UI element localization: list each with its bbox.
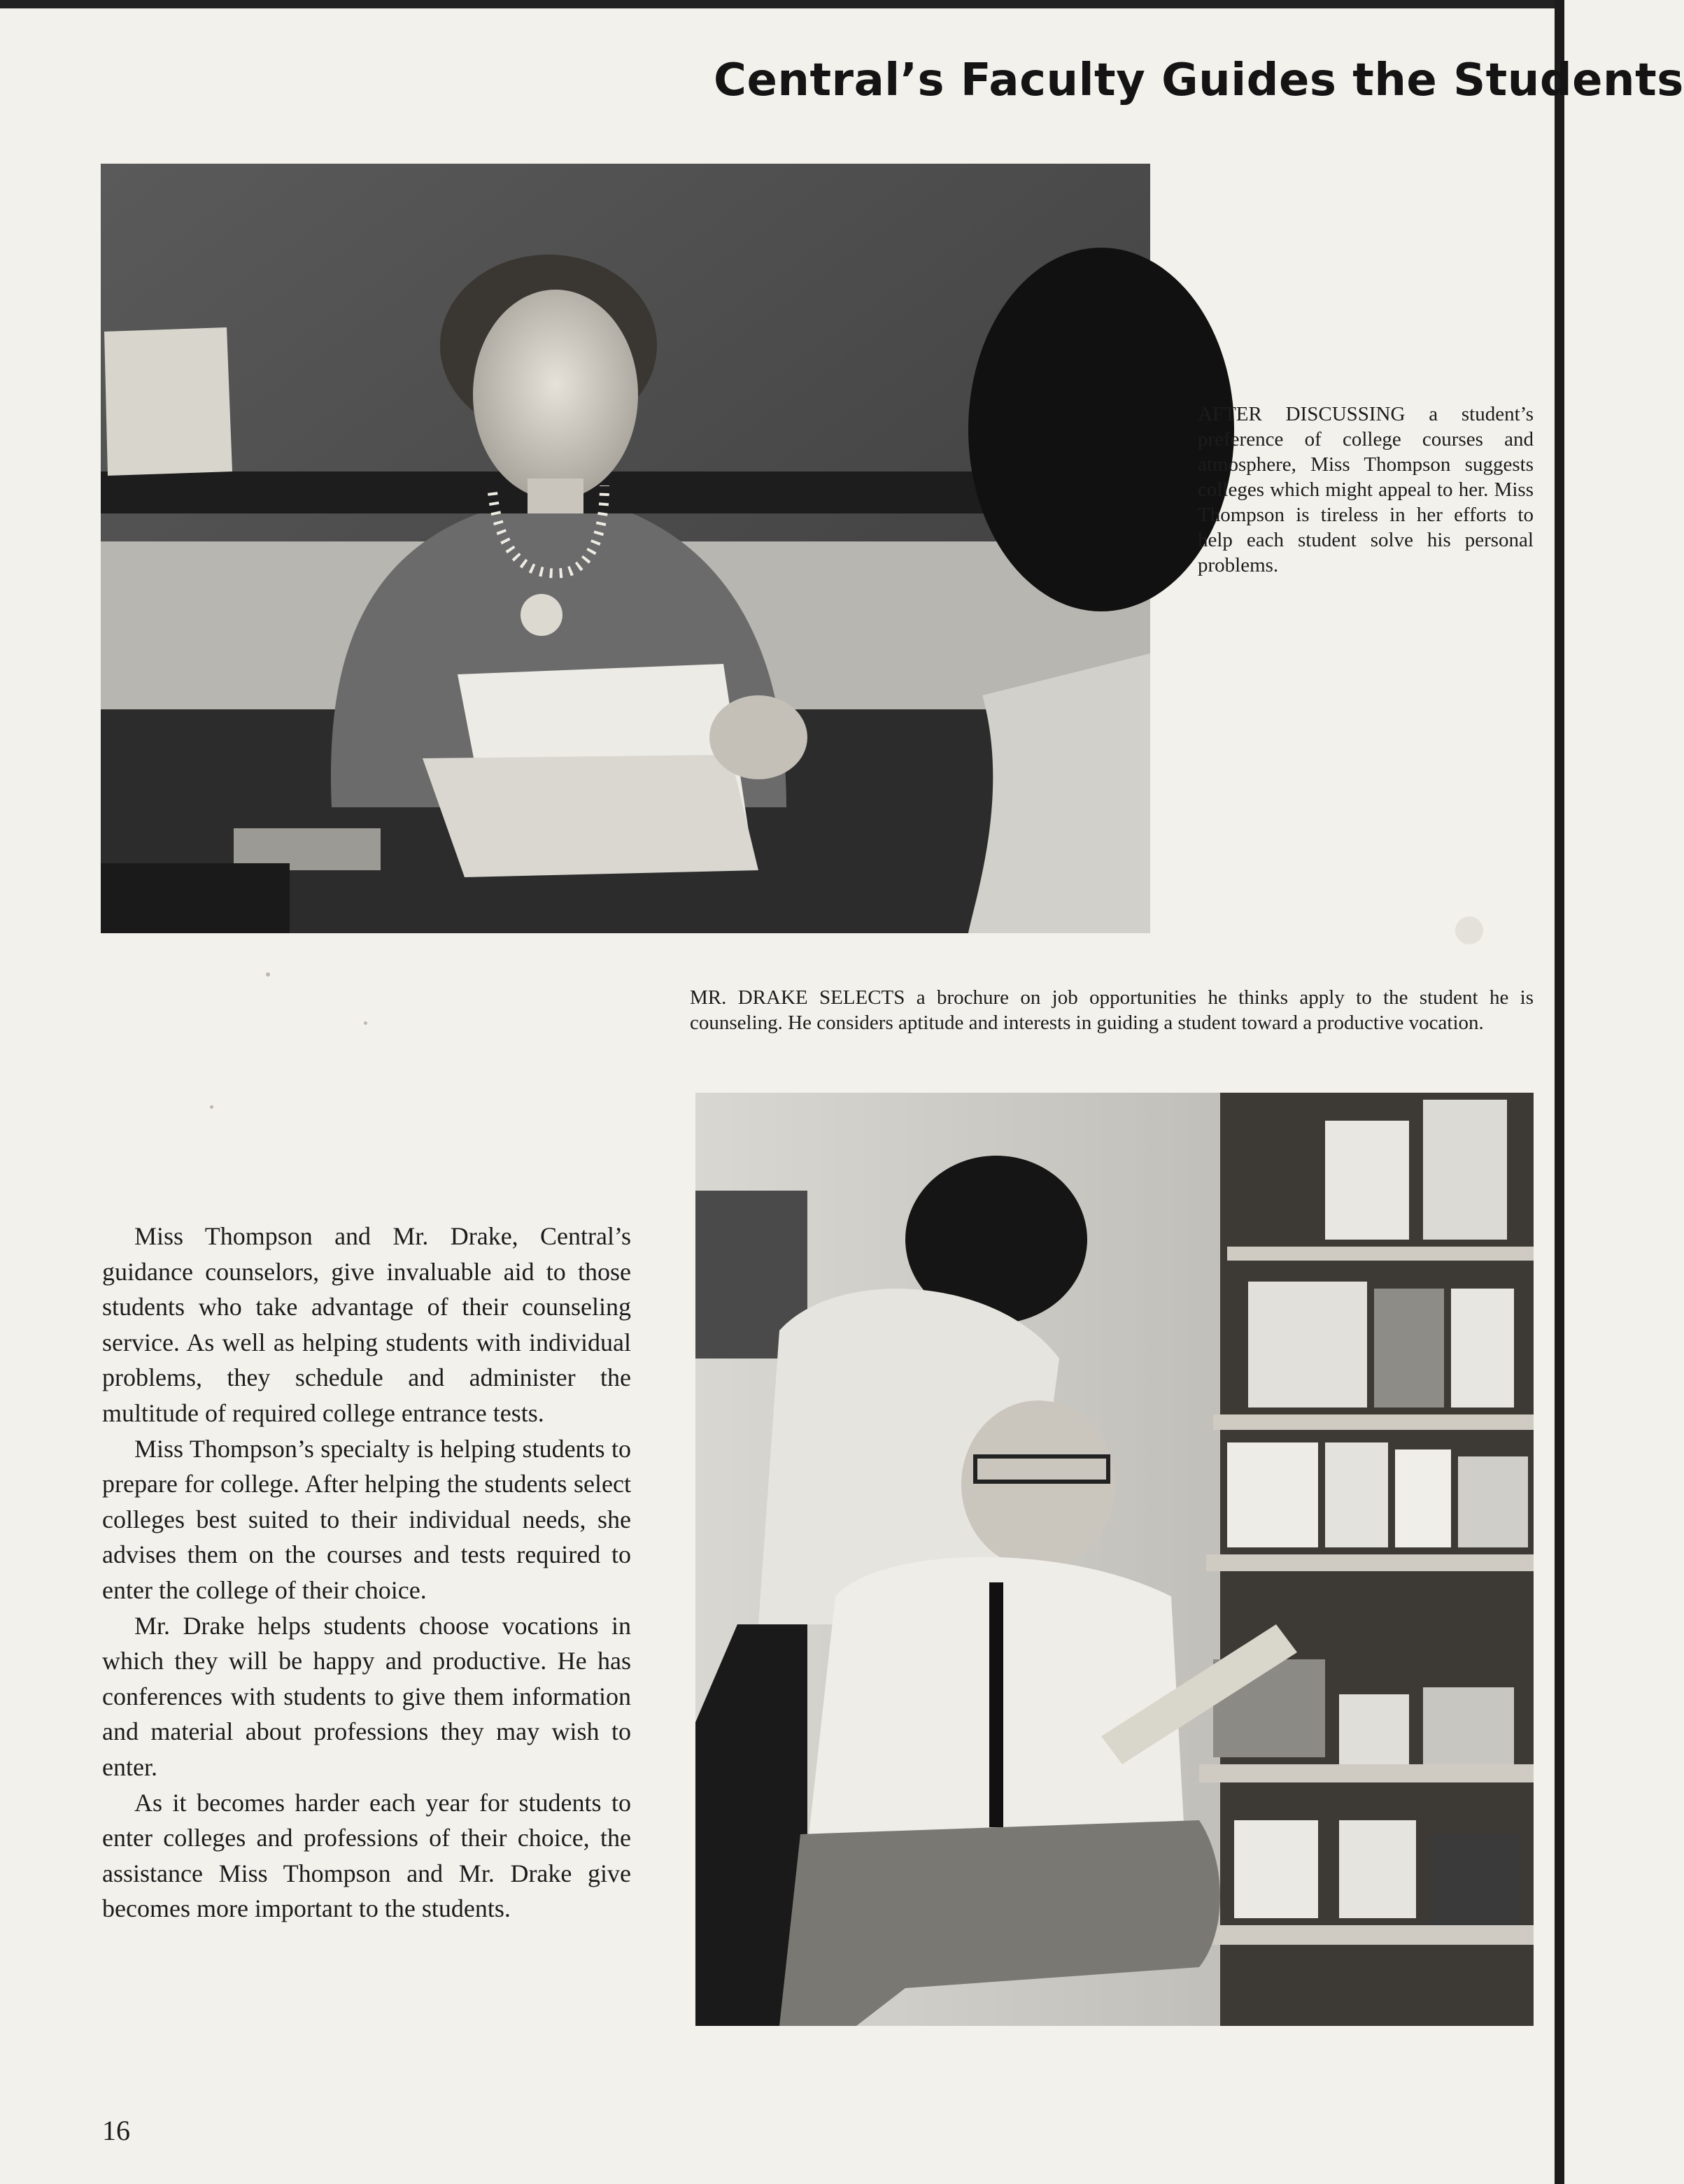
counselor-with-student-photo (695, 1093, 1534, 2026)
caption-lead: AFTER DISCUSSING (1198, 403, 1406, 425)
print-speck (364, 1021, 367, 1025)
page-title: Central’s Faculty Guides the Students (714, 55, 1684, 106)
caption-text: a student’s preference of college courses and atmosphere, Miss Thompson suggests colleges which might appeal to her. Miss Thompson is tireless in her efforts to help each student solve his personal problems. (1198, 403, 1534, 576)
print-speck (210, 1105, 213, 1109)
counselor-at-desk-photo (101, 164, 1150, 933)
page-number: 16 (102, 2115, 130, 2146)
bottom-photo-caption (690, 985, 1534, 1035)
article-paragraph: Mr. Drake helps students choose vocations in which they will be happy and productive. He has conferences with students to give them information and material about professions they may wish to enter. (102, 1611, 631, 1781)
top-photo-caption (1198, 402, 1534, 578)
article-paragraph: As it becomes harder each year for students to enter colleges and professions of their choice, the assistance Miss Thompson and Mr. Drake give becomes more important to the students. (102, 1788, 631, 1923)
page-edge-top (0, 0, 1564, 8)
article-paragraph: Miss Thompson’s specialty is helping students to prepare for college. After helping the students select colleges best suited to their individual needs, she advises them on the courses and tests required to enter the college of their choice. (102, 1434, 631, 1604)
print-speck (266, 972, 270, 977)
print-speck (1455, 916, 1483, 944)
page-edge-right (1555, 0, 1564, 2184)
caption-lead: MR. DRAKE SELECTS (690, 986, 905, 1009)
article-paragraph: Miss Thompson and Mr. Drake, Central’s guidance counselors, give invaluable aid to those students who take advantage of their counseling service. As well as helping students with individual problems, they schedule and administer the multitude of required college entrance tests. (102, 1222, 631, 1427)
article-body (102, 1219, 631, 1927)
caption-text: a brochure on job opportunities he thinks apply to the student he is counseling. He considers aptitude and interests in guiding a student toward a productive vocation. (690, 986, 1534, 1034)
